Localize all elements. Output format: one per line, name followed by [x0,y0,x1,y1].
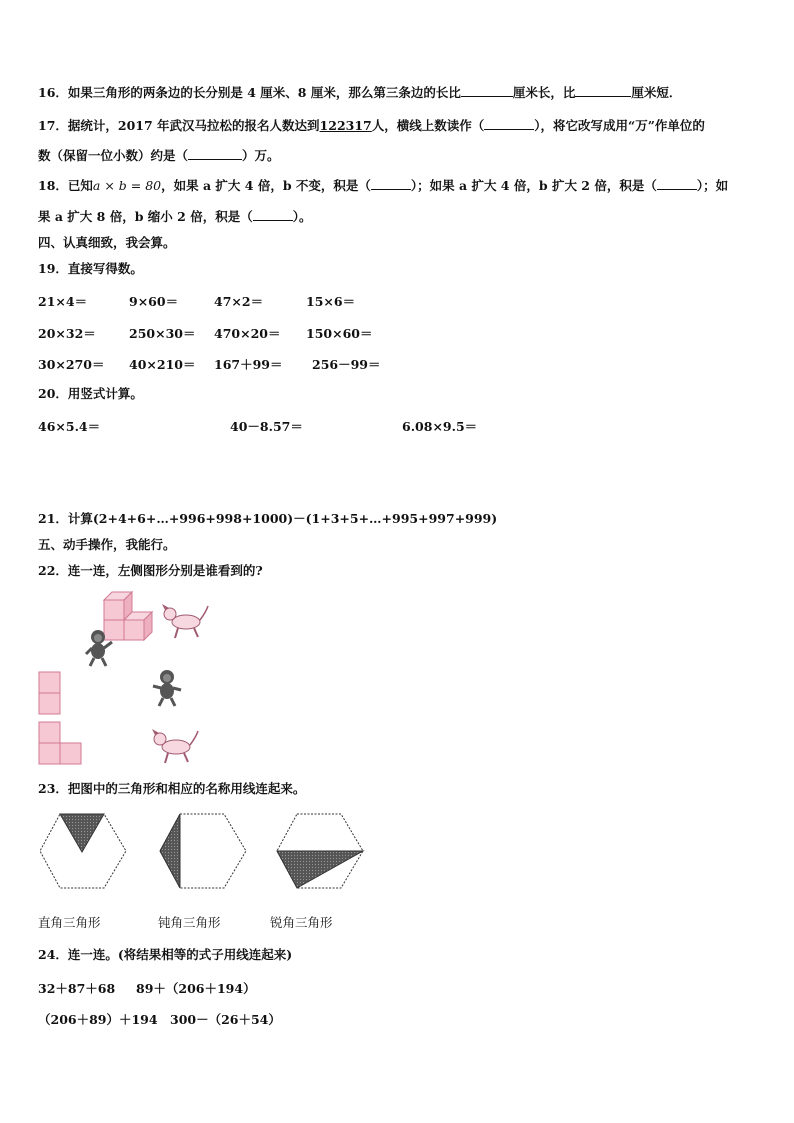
view-figure-1 [38,671,62,715]
q23-label-right: 直角三角形 [38,915,101,930]
section-4-heading: 四、认真细致，我会算。 [38,235,176,250]
view-figure-2 [38,721,84,765]
q23-label-obtuse: 钝角三角形 [158,915,221,930]
q19-r1-c4: 15×6＝ [306,294,356,309]
q16-mid: 厘米长，比 [512,85,576,100]
question-18-line2 [38,208,311,225]
monkey-icon [82,628,116,668]
hexagon-figure-2 [158,812,248,890]
q18-part-b: ）；如果 a 扩大 4 倍，b 扩大 2 倍，积是（ [410,178,657,193]
q17-blank-1[interactable] [484,117,534,130]
q19-r2-c4: 150×60＝ [306,326,373,341]
dog-icon [160,602,210,642]
q20-item-3: 6.08×9.5＝ [402,419,478,434]
q19-r3-c3: 167＋99＝ [214,357,283,372]
hexagon-figure-3 [275,812,365,890]
q18-blank-3[interactable] [253,208,293,221]
q24-row2-right[interactable]: 300－（26＋54） [170,1012,281,1027]
section-5-heading: 五、动手操作，我能行。 [38,537,176,552]
question-17-line2 [38,147,280,164]
question-17-line1 [38,117,705,134]
q18-line2-suffix: ）。 [292,209,312,224]
q16-prefix: 16．如果三角形的两条边的长分别是 4 厘米、8 厘米，那么第三条边的长比 [38,85,461,100]
dog-icon-2 [150,727,200,767]
q17-line2-suffix: ）万。 [242,148,280,163]
q19-r3-c4: 256－99＝ [312,357,381,372]
q19-r2-c2: 250×30＝ [129,326,196,341]
q16-suffix: 厘米短． [631,85,682,100]
q20-item-1: 46×5.4＝ [38,419,101,434]
question-18-line1 [38,177,728,194]
q18-formula: a × b = 80 [92,178,162,193]
q18-prefix: 18．已知 [38,178,93,193]
question-24-title: 24．连一连。(将结果相等的式子用线连起来) [38,947,293,962]
q16-blank-1[interactable] [461,84,513,97]
q19-r2-c1: 20×32＝ [38,326,96,341]
q23-label-acute: 锐角三角形 [270,915,333,930]
q19-r1-c3: 47×2＝ [214,294,264,309]
q24-row1-left[interactable]: 32＋87＋68 [38,981,116,996]
q17-number: 122317 [319,118,372,133]
q18-line2-prefix: 果 a 扩大 8 倍，b 缩小 2 倍，积是（ [38,209,253,224]
q18-blank-1[interactable] [371,177,411,190]
q19-r1-c1: 21×4＝ [38,294,88,309]
question-23-title: 23．把图中的三角形和相应的名称用线连起来。 [38,781,306,796]
q17-suffix: ），将它改写成用“万”作单位的 [534,118,705,133]
q17-line2-prefix: 数（保留一位小数）约是（ [38,148,189,163]
hexagon-figure-1 [38,812,128,890]
question-22-title: 22．连一连，左侧图形分别是谁看到的? [38,563,263,578]
q18-blank-2[interactable] [657,177,697,190]
question-19-title: 19．直接写得数。 [38,261,143,276]
q19-r2-c3: 470×20＝ [214,326,281,341]
question-21: 21．计算(2+4+6+…+996+998+1000)－(1+3+5+…+995+997+999) [38,511,498,526]
question-16 [38,84,681,101]
question-20-title: 20．用竖式计算。 [38,386,143,401]
q17-mid: 人，横线上数读作（ [371,118,485,133]
monkey-icon-2 [151,668,185,708]
q20-item-2: 40－8.57＝ [230,419,303,434]
q18-part-a: ，如果 a 扩大 4 倍，b 不变，积是（ [161,178,371,193]
q18-part-c: ）；如 [696,178,729,193]
q16-blank-2[interactable] [575,84,631,97]
q19-r3-c2: 40×210＝ [129,357,196,372]
q24-row1-right[interactable]: 89＋（206＋194） [136,981,256,996]
q19-r1-c2: 9×60＝ [129,294,179,309]
q17-prefix: 17．据统计，2017 年武汉马拉松的报名人数达到 [38,118,320,133]
q19-r3-c1: 30×270＝ [38,357,105,372]
q24-row2-left[interactable]: （206＋89）＋194 [38,1012,158,1027]
q17-blank-2[interactable] [188,147,242,160]
